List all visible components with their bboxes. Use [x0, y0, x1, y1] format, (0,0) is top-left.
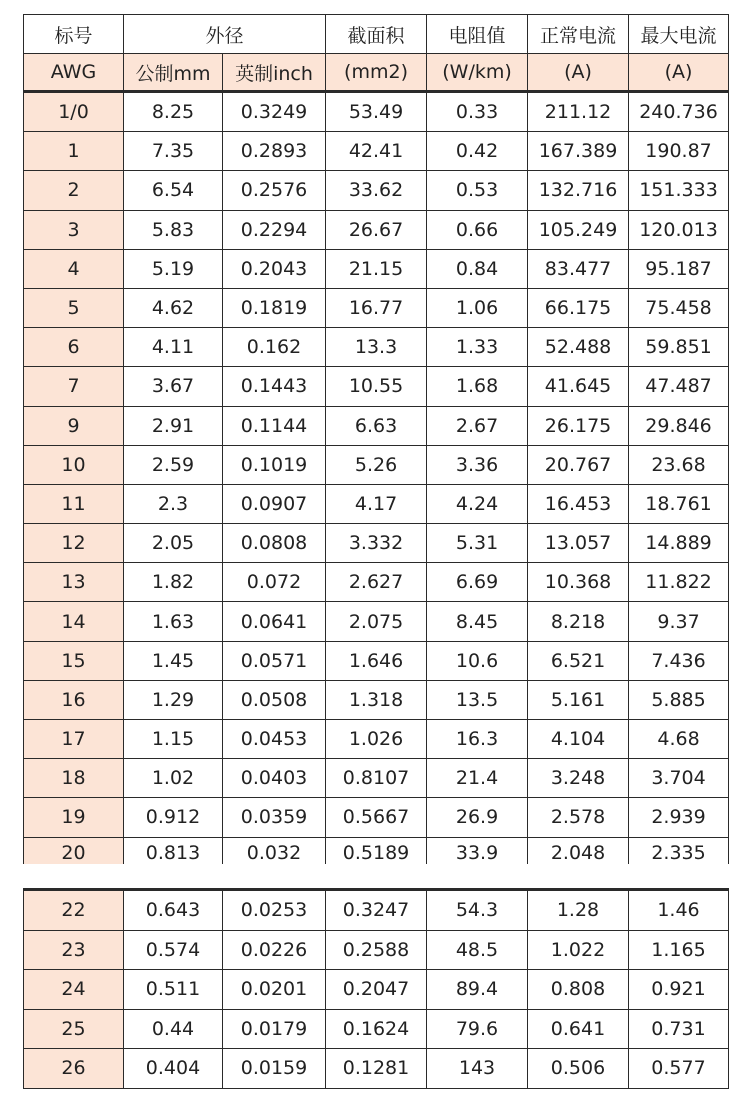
- gauge-cell: 18: [24, 759, 124, 798]
- imperial-cell: 0.1819: [223, 288, 326, 327]
- normal-current-cell: 6.521: [528, 641, 629, 680]
- metric-cell: 0.404: [124, 1049, 223, 1089]
- imperial-cell: 0.2893: [223, 132, 326, 171]
- area-cell: 0.1281: [326, 1049, 427, 1089]
- metric-cell: 2.3: [124, 484, 223, 523]
- resistance-cell: 26.9: [427, 798, 528, 837]
- subheader-area-unit: (mm2): [326, 54, 427, 92]
- gauge-cell: 12: [24, 524, 124, 563]
- resistance-cell: 48.5: [427, 930, 528, 970]
- imperial-cell: 0.0808: [223, 524, 326, 563]
- normal-current-cell: 5.161: [528, 680, 629, 719]
- normal-current-cell: 20.767: [528, 445, 629, 484]
- max-current-cell: 18.761: [629, 484, 729, 523]
- area-cell: 2.627: [326, 563, 427, 602]
- imperial-cell: 0.2576: [223, 171, 326, 210]
- area-cell: 6.63: [326, 406, 427, 445]
- gauge-cell: 15: [24, 641, 124, 680]
- max-current-cell: 1.46: [629, 890, 729, 931]
- table-row: [24, 328, 729, 367]
- area-cell: 0.2047: [326, 970, 427, 1010]
- metric-cell: 0.912: [124, 798, 223, 837]
- gauge-cell: 20: [24, 837, 124, 864]
- max-current-cell: 240.736: [629, 92, 729, 132]
- gauge-cell: 4: [24, 249, 124, 288]
- area-cell: 0.3247: [326, 890, 427, 931]
- table-row: [24, 1049, 729, 1089]
- imperial-cell: 0.032: [223, 837, 326, 864]
- max-current-cell: 151.333: [629, 171, 729, 210]
- table-row: [24, 249, 729, 288]
- area-cell: 0.5189: [326, 837, 427, 864]
- max-current-cell: 47.487: [629, 367, 729, 406]
- gauge-cell: 24: [24, 970, 124, 1010]
- imperial-cell: 0.0641: [223, 602, 326, 641]
- metric-cell: 1.29: [124, 680, 223, 719]
- table-row: [24, 445, 729, 484]
- normal-current-cell: 105.249: [528, 210, 629, 249]
- imperial-cell: 0.0907: [223, 484, 326, 523]
- normal-current-cell: 132.716: [528, 171, 629, 210]
- area-cell: 13.3: [326, 328, 427, 367]
- metric-cell: 1.82: [124, 563, 223, 602]
- normal-current-cell: 2.578: [528, 798, 629, 837]
- imperial-cell: 0.2294: [223, 210, 326, 249]
- imperial-cell: 0.2043: [223, 249, 326, 288]
- max-current-cell: 2.335: [629, 837, 729, 864]
- table-row: [24, 524, 729, 563]
- area-cell: 16.77: [326, 288, 427, 327]
- subheader-gauge: AWG: [24, 54, 124, 92]
- resistance-cell: 54.3: [427, 890, 528, 931]
- resistance-cell: 2.67: [427, 406, 528, 445]
- normal-current-cell: 10.368: [528, 563, 629, 602]
- resistance-cell: 33.9: [427, 837, 528, 864]
- normal-current-cell: 1.022: [528, 930, 629, 970]
- subheader-row: [24, 54, 729, 92]
- resistance-cell: 16.3: [427, 720, 528, 759]
- max-current-cell: 23.68: [629, 445, 729, 484]
- gauge-cell: 7: [24, 367, 124, 406]
- metric-cell: 5.83: [124, 210, 223, 249]
- normal-current-cell: 211.12: [528, 92, 629, 132]
- subheader-imperial: 英制inch: [223, 54, 326, 92]
- area-cell: 4.17: [326, 484, 427, 523]
- max-current-cell: 75.458: [629, 288, 729, 327]
- resistance-cell: 1.68: [427, 367, 528, 406]
- area-cell: 2.075: [326, 602, 427, 641]
- resistance-cell: 0.42: [427, 132, 528, 171]
- gauge-cell: 1/0: [24, 92, 124, 132]
- gauge-cell: 16: [24, 680, 124, 719]
- resistance-cell: 1.33: [427, 328, 528, 367]
- imperial-cell: 0.0359: [223, 798, 326, 837]
- normal-current-cell: 0.641: [528, 1009, 629, 1049]
- gauge-cell: 10: [24, 445, 124, 484]
- area-cell: 5.26: [326, 445, 427, 484]
- imperial-cell: 0.0226: [223, 930, 326, 970]
- table-row: [24, 210, 729, 249]
- area-cell: 1.646: [326, 641, 427, 680]
- area-cell: 33.62: [326, 171, 427, 210]
- table-row: [24, 171, 729, 210]
- metric-cell: 6.54: [124, 171, 223, 210]
- table-row: [24, 563, 729, 602]
- imperial-cell: 0.0253: [223, 890, 326, 931]
- header-area: 截面积: [326, 15, 427, 54]
- imperial-cell: 0.0453: [223, 720, 326, 759]
- table-row: [24, 92, 729, 132]
- normal-current-cell: 8.218: [528, 602, 629, 641]
- resistance-cell: 0.53: [427, 171, 528, 210]
- metric-cell: 0.44: [124, 1009, 223, 1049]
- metric-cell: 0.574: [124, 930, 223, 970]
- max-current-cell: 7.436: [629, 641, 729, 680]
- table-row: [24, 288, 729, 327]
- area-cell: 42.41: [326, 132, 427, 171]
- normal-current-cell: 2.048: [528, 837, 629, 864]
- gauge-cell: 9: [24, 406, 124, 445]
- resistance-cell: 13.5: [427, 680, 528, 719]
- normal-current-cell: 4.104: [528, 720, 629, 759]
- metric-cell: 1.02: [124, 759, 223, 798]
- metric-cell: 2.59: [124, 445, 223, 484]
- table-row: [24, 720, 729, 759]
- subheader-metric: 公制mm: [124, 54, 223, 92]
- normal-current-cell: 0.808: [528, 970, 629, 1010]
- resistance-cell: 79.6: [427, 1009, 528, 1049]
- area-cell: 1.318: [326, 680, 427, 719]
- table-row: [24, 367, 729, 406]
- area-cell: 0.8107: [326, 759, 427, 798]
- normal-current-cell: 83.477: [528, 249, 629, 288]
- metric-cell: 2.05: [124, 524, 223, 563]
- resistance-cell: 6.69: [427, 563, 528, 602]
- imperial-cell: 0.1443: [223, 367, 326, 406]
- normal-current-cell: 66.175: [528, 288, 629, 327]
- table-row: [24, 798, 729, 837]
- imperial-cell: 0.072: [223, 563, 326, 602]
- table-row: [24, 970, 729, 1010]
- table-row: [24, 930, 729, 970]
- metric-cell: 1.15: [124, 720, 223, 759]
- resistance-cell: 3.36: [427, 445, 528, 484]
- resistance-cell: 143: [427, 1049, 528, 1089]
- gauge-cell: 23: [24, 930, 124, 970]
- normal-current-cell: 1.28: [528, 890, 629, 931]
- metric-cell: 0.813: [124, 837, 223, 864]
- normal-current-cell: 167.389: [528, 132, 629, 171]
- max-current-cell: 29.846: [629, 406, 729, 445]
- max-current-cell: 1.165: [629, 930, 729, 970]
- imperial-cell: 0.0159: [223, 1049, 326, 1089]
- metric-cell: 3.67: [124, 367, 223, 406]
- normal-current-cell: 3.248: [528, 759, 629, 798]
- area-cell: 26.67: [326, 210, 427, 249]
- max-current-cell: 120.013: [629, 210, 729, 249]
- gauge-cell: 11: [24, 484, 124, 523]
- imperial-cell: 0.3249: [223, 92, 326, 132]
- awg-table-lower: [23, 888, 729, 1089]
- header-gauge: 标号: [24, 15, 124, 54]
- max-current-cell: 14.889: [629, 524, 729, 563]
- area-cell: 3.332: [326, 524, 427, 563]
- gauge-cell: 6: [24, 328, 124, 367]
- table-row: [24, 602, 729, 641]
- max-current-cell: 4.68: [629, 720, 729, 759]
- area-cell: 53.49: [326, 92, 427, 132]
- metric-cell: 0.643: [124, 890, 223, 931]
- subheader-max-unit: (A): [629, 54, 729, 92]
- area-cell: 0.5667: [326, 798, 427, 837]
- normal-current-cell: 52.488: [528, 328, 629, 367]
- table-row: [24, 680, 729, 719]
- gauge-cell: 25: [24, 1009, 124, 1049]
- max-current-cell: 0.921: [629, 970, 729, 1010]
- max-current-cell: 2.939: [629, 798, 729, 837]
- area-cell: 10.55: [326, 367, 427, 406]
- gauge-cell: 5: [24, 288, 124, 327]
- imperial-cell: 0.0403: [223, 759, 326, 798]
- max-current-cell: 9.37: [629, 602, 729, 641]
- header-resistance: 电阻值: [427, 15, 528, 54]
- metric-cell: 4.62: [124, 288, 223, 327]
- max-current-cell: 0.577: [629, 1049, 729, 1089]
- gauge-cell: 3: [24, 210, 124, 249]
- max-current-cell: 59.851: [629, 328, 729, 367]
- imperial-cell: 0.0179: [223, 1009, 326, 1049]
- imperial-cell: 0.0508: [223, 680, 326, 719]
- resistance-cell: 5.31: [427, 524, 528, 563]
- metric-cell: 1.45: [124, 641, 223, 680]
- area-cell: 1.026: [326, 720, 427, 759]
- normal-current-cell: 13.057: [528, 524, 629, 563]
- gauge-cell: 26: [24, 1049, 124, 1089]
- normal-current-cell: 0.506: [528, 1049, 629, 1089]
- metric-cell: 4.11: [124, 328, 223, 367]
- table-row: [24, 484, 729, 523]
- subheader-normal-unit: (A): [528, 54, 629, 92]
- metric-cell: 2.91: [124, 406, 223, 445]
- resistance-cell: 10.6: [427, 641, 528, 680]
- gauge-cell: 14: [24, 602, 124, 641]
- table-row: [24, 406, 729, 445]
- max-current-cell: 95.187: [629, 249, 729, 288]
- imperial-cell: 0.1144: [223, 406, 326, 445]
- max-current-cell: 3.704: [629, 759, 729, 798]
- metric-cell: 5.19: [124, 249, 223, 288]
- gauge-cell: 2: [24, 171, 124, 210]
- table-row: [24, 759, 729, 798]
- table-row: [24, 132, 729, 171]
- resistance-cell: 8.45: [427, 602, 528, 641]
- gauge-cell: 22: [24, 890, 124, 931]
- normal-current-cell: 16.453: [528, 484, 629, 523]
- imperial-cell: 0.1019: [223, 445, 326, 484]
- header-row: [24, 15, 729, 54]
- header-max-current: 最大电流: [629, 15, 729, 54]
- awg-table-upper: [23, 14, 729, 864]
- max-current-cell: 11.822: [629, 563, 729, 602]
- imperial-cell: 0.0201: [223, 970, 326, 1010]
- resistance-cell: 1.06: [427, 288, 528, 327]
- max-current-cell: 190.87: [629, 132, 729, 171]
- imperial-cell: 0.0571: [223, 641, 326, 680]
- metric-cell: 1.63: [124, 602, 223, 641]
- resistance-cell: 0.33: [427, 92, 528, 132]
- imperial-cell: 0.162: [223, 328, 326, 367]
- header-normal-current: 正常电流: [528, 15, 629, 54]
- max-current-cell: 0.731: [629, 1009, 729, 1049]
- table-row: [24, 890, 729, 931]
- table-row: [24, 837, 729, 864]
- resistance-cell: 0.66: [427, 210, 528, 249]
- metric-cell: 0.511: [124, 970, 223, 1010]
- area-cell: 0.2588: [326, 930, 427, 970]
- resistance-cell: 4.24: [427, 484, 528, 523]
- normal-current-cell: 26.175: [528, 406, 629, 445]
- gauge-cell: 19: [24, 798, 124, 837]
- area-cell: 21.15: [326, 249, 427, 288]
- normal-current-cell: 41.645: [528, 367, 629, 406]
- gauge-cell: 17: [24, 720, 124, 759]
- table-row: [24, 1009, 729, 1049]
- resistance-cell: 89.4: [427, 970, 528, 1010]
- max-current-cell: 5.885: [629, 680, 729, 719]
- area-cell: 0.1624: [326, 1009, 427, 1049]
- metric-cell: 7.35: [124, 132, 223, 171]
- metric-cell: 8.25: [124, 92, 223, 132]
- header-diameter: 外径: [124, 15, 326, 54]
- subheader-resistance-unit: (W/km): [427, 54, 528, 92]
- resistance-cell: 21.4: [427, 759, 528, 798]
- table-row: [24, 641, 729, 680]
- gauge-cell: 1: [24, 132, 124, 171]
- gauge-cell: 13: [24, 563, 124, 602]
- resistance-cell: 0.84: [427, 249, 528, 288]
